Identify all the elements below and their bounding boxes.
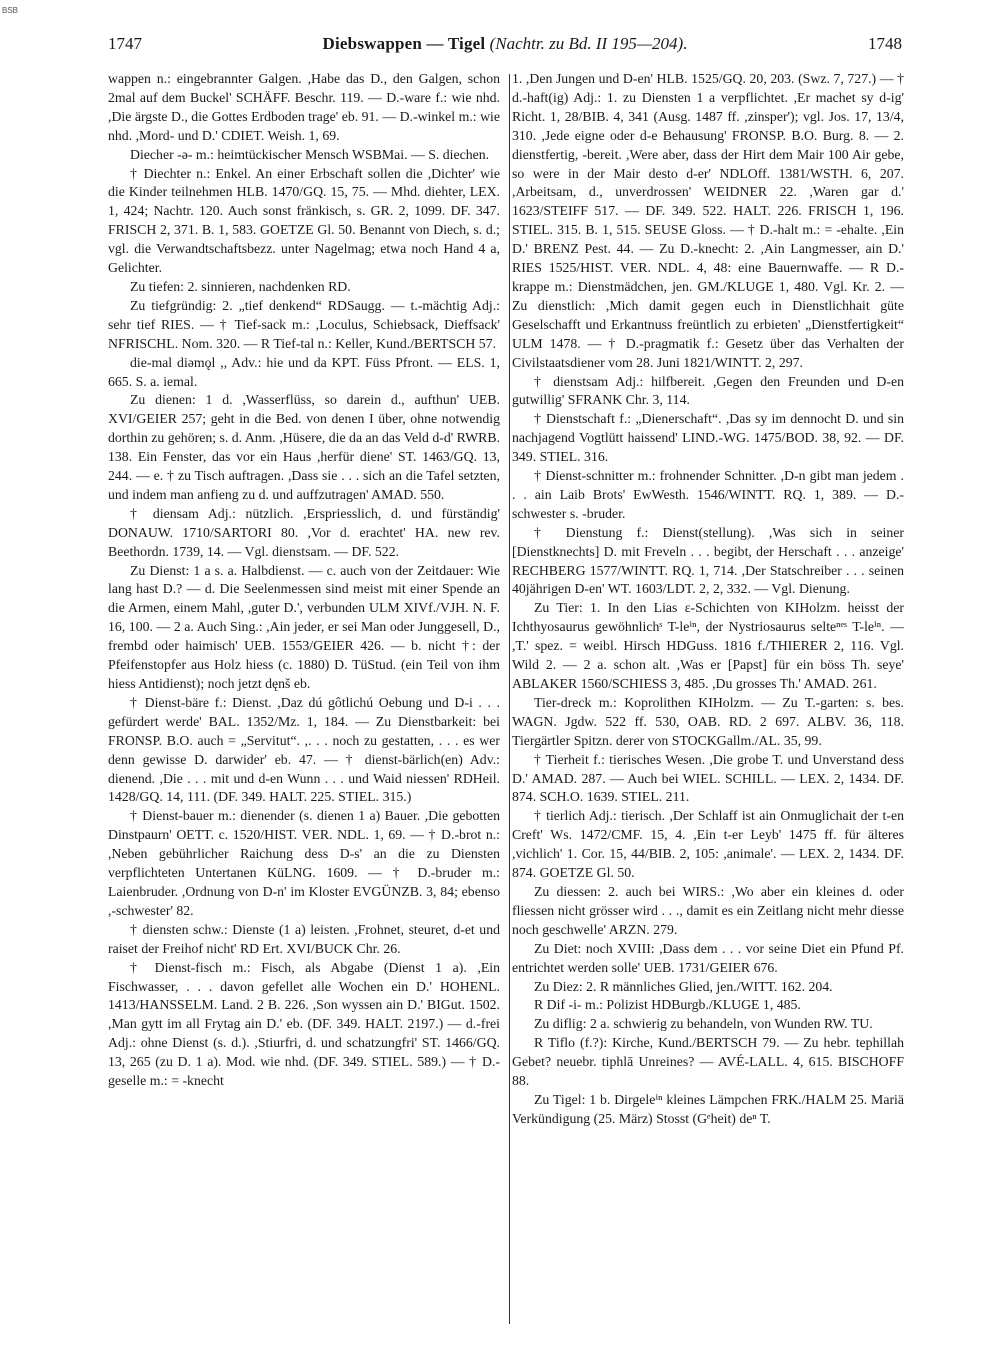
running-title — [108, 34, 902, 54]
dictionary-entry: Tier-dreck m.: Koprolithen KIHolzm. — Zu T.-garten: s. bes. WAGN. Jgdw. 522 ff. 530, OAB. RD. 2 697. ALBV. 36, 118. Tiergärtler Spitzn. derer von STOCKGallm./AL. 35, 99. — [512, 694, 904, 748]
left-column — [108, 70, 500, 1330]
dictionary-entry: † Dienst-schnitter m.: frohnender Schnitter. ,D-n gibt man jedem . . . ain Laib Brots' EwWesth. 1546/WINTT. RQ. 1, 389. — D.-schwester s. -bruder. — [512, 468, 904, 521]
dictionary-entry: Zu tiefen: 2. sinnieren, nachdenken RD. — [130, 278, 351, 294]
dictionary-entry: † diensam Adj.: nützlich. ,Erspriesslich, d. und fürständig' DONAUW. 1710/SARTORI 80. ,Vor d. erachtet' HA. new rev. Beethordn. 1739, 14. — Vgl. dienstsam. — DF. 522. — [108, 505, 500, 559]
dictionary-entry: wappen n.: eingebrannter Galgen. ,Habe das D., den Galgen, schon 2mal auf dem Buckel' SCHÄFF. Beschr. 119. — D.-ware f.: wie nhd. ,Die ärgste D., die Gottes Erdboden trage' eb. 91. — D.-winkel m.: wie nhd. ,Mord- und D.' CDIET. Weish. 1, 69. — [108, 71, 500, 143]
dictionary-entry: die-mal diǝmǫl ,, Adv.: hie und da KPT. Füss Pfront. — ELS. 1, 665. S. a. iemal. — [108, 354, 500, 389]
page-number-right: 1748 — [868, 34, 902, 53]
dictionary-entry: † Tierheit f.: tierisches Wesen. ,Die grobe T. und Unverstand dess D.' AMAD. 287. — Auch bei WIEL. SCHILL. — LEX. 2, 1434. DF. 874. SCH.O. 1639. STIEL. 211. — [512, 751, 904, 805]
dictionary-entry: † diensten schw.: Dienste (1 a) leisten. ,Frohnet, steuret, d-et und raiset der Freihof nicht' RD Ert. XVI/BUCK Chr. 26. — [108, 921, 500, 956]
right-column — [512, 70, 904, 1330]
dictionary-entry: † Dienstschaft f.: „Dienerschaft“. ,Das sy im dennocht D. und sin nachjagend Vogtlütt haissend' LIND.-WG. 1475/BOD. 38, 92. — DF. 349. STIEL. 316. — [512, 411, 904, 465]
running-title-main: Diebswappen — Tigel — [322, 34, 486, 53]
dictionary-entry: † Dienst-bauer m.: dienender (s. dienen 1 a) Bauer. ,Die gebotten Dinstpaurn' OETT. c. 1520/HIST. VER. NDL. 1, 69. — † D.-brot n.: ,Neben gebührlicher Raichung dess D-s' an die zu Diensten verpflichteten Untertanen KüLNG. 1609. — † D.-bruder m.: Laienbruder. ,Ordnung von D-n' im Kloster EVGÜNZB. 3, 84; ebenso ,-schwester' 82. — [108, 808, 500, 918]
dictionary-entry: Zu Dienst: 1 a s. a. Halbdienst. — c. auch von der Zeitdauer: Wie lang hast D.? — d. Die Seelenmessen sind meist mit einer Spende an die Armen, einem Mahl, ,guter D.', verbunden ULM XIVf./VJH. N. F. 16, 100. — 2 a. Auch Sing.: ,Ain jeder, er sei Man oder Junggesell, D., frembd oder haimisch' UEB. 1553/GEIER 426. — b. nicht †: der Pfeifenstopfer aus Holz hiess (c. 1880) D. TüStud. (ein Teil von ihm hiess Antidienst); noch jetzt dęnš eb. — [108, 562, 500, 691]
dictionary-entry: Diecher -ǝ- m.: heimtückischer Mensch WSBMai. — S. diechen. — [130, 146, 490, 162]
dictionary-entry: † tierlich Adj.: tierisch. ,Der Schlaff ist ain Onmuglichait der t-en Creft' Ws. 1472/CMF. 15, 4. ,Ein t-er Leyb' 1475 ff. für älteres ,vichlich' 1. Cor. 15, 44/BIB. 2, 105: ,animale'. — LEX. 2, 1434. DF. 874. GOETZE Gl. 50. — [512, 808, 904, 881]
dictionary-entry: Zu tiefgründig: 2. „tief denkend“ RDSaugg. — t.-mächtig Adj.: sehr tief RIES. — † Tief-sack m.: ,Loculus, Schiebsack, Dieffsack' NFRISCHL. Nom. 320. — R Tief-tal n.: Keller, Kund./BERTSCH 57. — [108, 297, 500, 351]
dictionary-entry: † Diechter n.: Enkel. An einer Erbschaft sollen die ,Dichter' wie die Kinder teilnehmen HLB. 1470/GQ. 15, 75. — Mhd. diehter, LEX. 1, 424; Nachtr. 120. Auch sonst fränkisch, s. GR. 2, 1099. DF. 347. FRISCH 2, 371. B. 1, 583. GOETZE Gl. 50. Benannt von Diech, s. d.; vgl. die Verwandtschaftsbezz. unter Nagelmag; etwa noch Hand 4 a, Gelichter. — [108, 165, 500, 276]
page-header — [108, 30, 902, 58]
dictionary-entry: Zu diessen: 2. auch bei WIRS.: ,Wo aber ein kleines d. oder fliessen nicht grösser wird . . ., damit es ein Zeitlang nicht mehr diesse noch geschwelle' ARZN. 279. — [512, 883, 904, 937]
dictionary-entry: † Dienstung f.: Dienst(stellung). ,Was sich in seiner [Dienstknechts] D. mit Freveln . . . begibt, der Herschaft . . . anzeige' RECHBERG 1577/WINTT. RQ. 1, 714. ,Der Statschreiber . . . seinen 40jährigen D-en' WT. 1603/LDT. 2, 2, 332. — Vgl. Dienung. — [512, 524, 904, 597]
dictionary-entry: Zu Diez: 2. R männliches Glied, jen./WITT. 162. 204. — [534, 978, 833, 994]
page-number-left: 1747 — [108, 34, 142, 53]
dictionary-entry: † Dienst-fisch m.: Fisch, als Abgabe (Dienst 1 a). ,Ein Fischwasser, . . . davon gefellet alle Wochen ein D.' HOHENL. 1413/HANSSELM. Land. 2 B. 226. ,Son wyssen ain D.' BIGut. 1502. ,Man gytt im all Frytag ain D.' eb. (DF. 349. HALT. 2197.) — d.-frei Adj.: ohne Dienst (s. d.). ,Stiurfri, d. und schatzungfri' ST. 1466/GQ. 13, 265 (zu D. 1 a). Mod. wie nhd. (DF. 349. STIEL. 589.) — † D.-geselle m.: = -knecht — [108, 959, 500, 1089]
column-divider — [509, 74, 510, 1324]
dictionary-entry: Zu Tigel: 1 b. Dirgeleⁱⁿ kleines Lämpchen FRK./HALM 25. Mariä Verkündigung (25. März) Stosst (Gᵉheit) deⁿ T. — [512, 1091, 904, 1126]
dictionary-entry: † dienstsam Adj.: hilfbereit. ,Gegen den Freunden und D-en gutwillig' SFRANK Chr. 3, 114. — [512, 373, 904, 408]
dictionary-entry: R Tiflo (f.?): Kirche, Kund./BERTSCH 79. — Zu hebr. tephillah Gebet? neuebr. tiphlā Unreines? — AVÉ-LALL. 4, 615. BISCHOFF 88. — [512, 1035, 904, 1089]
library-stamp: BSB — [2, 6, 19, 15]
dictionary-entry: Zu diflig: 2 a. schwierig zu behandeln, von Wunden RW. TU. — [534, 1016, 873, 1032]
dictionary-entry: † Dienst-bäre f.: Dienst. ,Daz dú gôtlichú Oebung und D-i . . . gefürdert werde' BAL. 1352/Mz. 1, 184. — Zu Dienstbarkeit: bei FRONSP. B.O. auch = „Servitut“. ,. . . noch zu gestatten, . . . es wer denn gewisse D. darwider' eb. 47. — † dienst-bärlich(en) Adv.: dienend. ,Die . . . mit und d-en Wunn . . . und Waid niessen' RDHeil. 1428/GQ. 14, 111. (DF. 349. HALT. 225. STIEL. 315.) — [108, 694, 500, 805]
running-title-sub: (Nachtr. zu Bd. II 195—204). — [489, 34, 688, 53]
dictionary-entry: Zu Tier: 1. In den Lias ε-Schichten von KIHolzm. heisst der Ichthyosaurus gewöhnlichˢ T-leⁱⁿ, der Nystriosaurus selteⁿᵉˢ T-leⁱⁿ. — ,T.' spez. = weibl. Hirsch HDGuss. 1816 f./THIERER 2, 116. Vgl. Wild 2. — 2 a. schon alt. ,Was er [Papst] für ein böss Th. seye' ABLAKER 1560/SCHIESS 3, 485. ,Du grosses Th.' AMAD. 261. — [512, 600, 904, 691]
dictionary-entry: Zu dienen: 1 d. ,Wasserflüss, so darein d., aufthun' UEB. XVI/GEIER 257; geht in die Bed. von denen I über, ohne notwendig dorthin zu gehören; s. d. Anm. ,Hüsere, die da an das Veld d-d' RWRB. 138. Ein Fenster, das vor ein Haus ,herfür diene' ST. 1463/GQ. 13, 244. — e. † zu Tisch auftragen. ,Dass sie . . . sich an die Tafel setzten, und indem man anfieng zu d. und auffzutragen' AMAD. 550. — [108, 392, 500, 502]
dictionary-entry: 1. ,Den Jungen und D-en' HLB. 1525/GQ. 20, 203. (Swz. 7, 727.) — † d.-haft(ig) Adj.: 1. zu Diensten 1 a verpflichtet. ,Er machet sy d-ig' Richt. 1, 28/BIB. 4, 341 (Ausg. 1487 ff. ,zinsper'); vgl. Jos. 17, 13/4, 310. ,Jede eigne oder d-e Behausung' FRONSP. B.O. Burg. 8. — 2. dienstfertig, -bereit. ,Were aber, dass der Hirt dem Mair 100 Air gebe, so were in der Mair desto d-er' NDLOff. 1381/WSTH. 6, 207. ,Arbeitsam, d., unverdrossen' WEIDNER 22. ,Waren gar d.' 1623/STEIFF 517. — DF. 349. 522. HALT. 226. FRISCH 1, 196. STIEL. 315. B. 1, 515. SEUSE Gloss. — † D.-halt m.: = -ehalte. ,Ein D.' BRENZ Pest. 44. — Zu D.-knecht: 2. ,Ain Langmesser, ain D.' RIES 1525/HIST. VER. NDL. 4, 48: eine Bauernwaffe. — R D.-krappe m.: Dienstmädchen, jen. GM./KLUGE 1, 480. Vgl. Kr. 2. — Zu dienstlich: ,Mich damit gegen euch in Dienstlichhait güte Geselschafft und Erkantnuss freüntlich zu erbieten' „Dienstfertigkeit“ ULM 1478. — † D.-pragmatik f.: Gesetz über das Verhalten der Civilstaatsdiener vom 28. Juni 1821/WINTT. 2, 297. — [512, 71, 904, 370]
dictionary-entry: R Dif -i- m.: Polizist HDBurgb./KLUGE 1, 485. — [534, 997, 801, 1013]
dictionary-entry: Zu Diet: noch XVIII: ,Dass dem . . . vor seine Diet ein Pfund Pf. entrichtet werden solle' UEB. 1731/GEIER 676. — [512, 940, 904, 975]
